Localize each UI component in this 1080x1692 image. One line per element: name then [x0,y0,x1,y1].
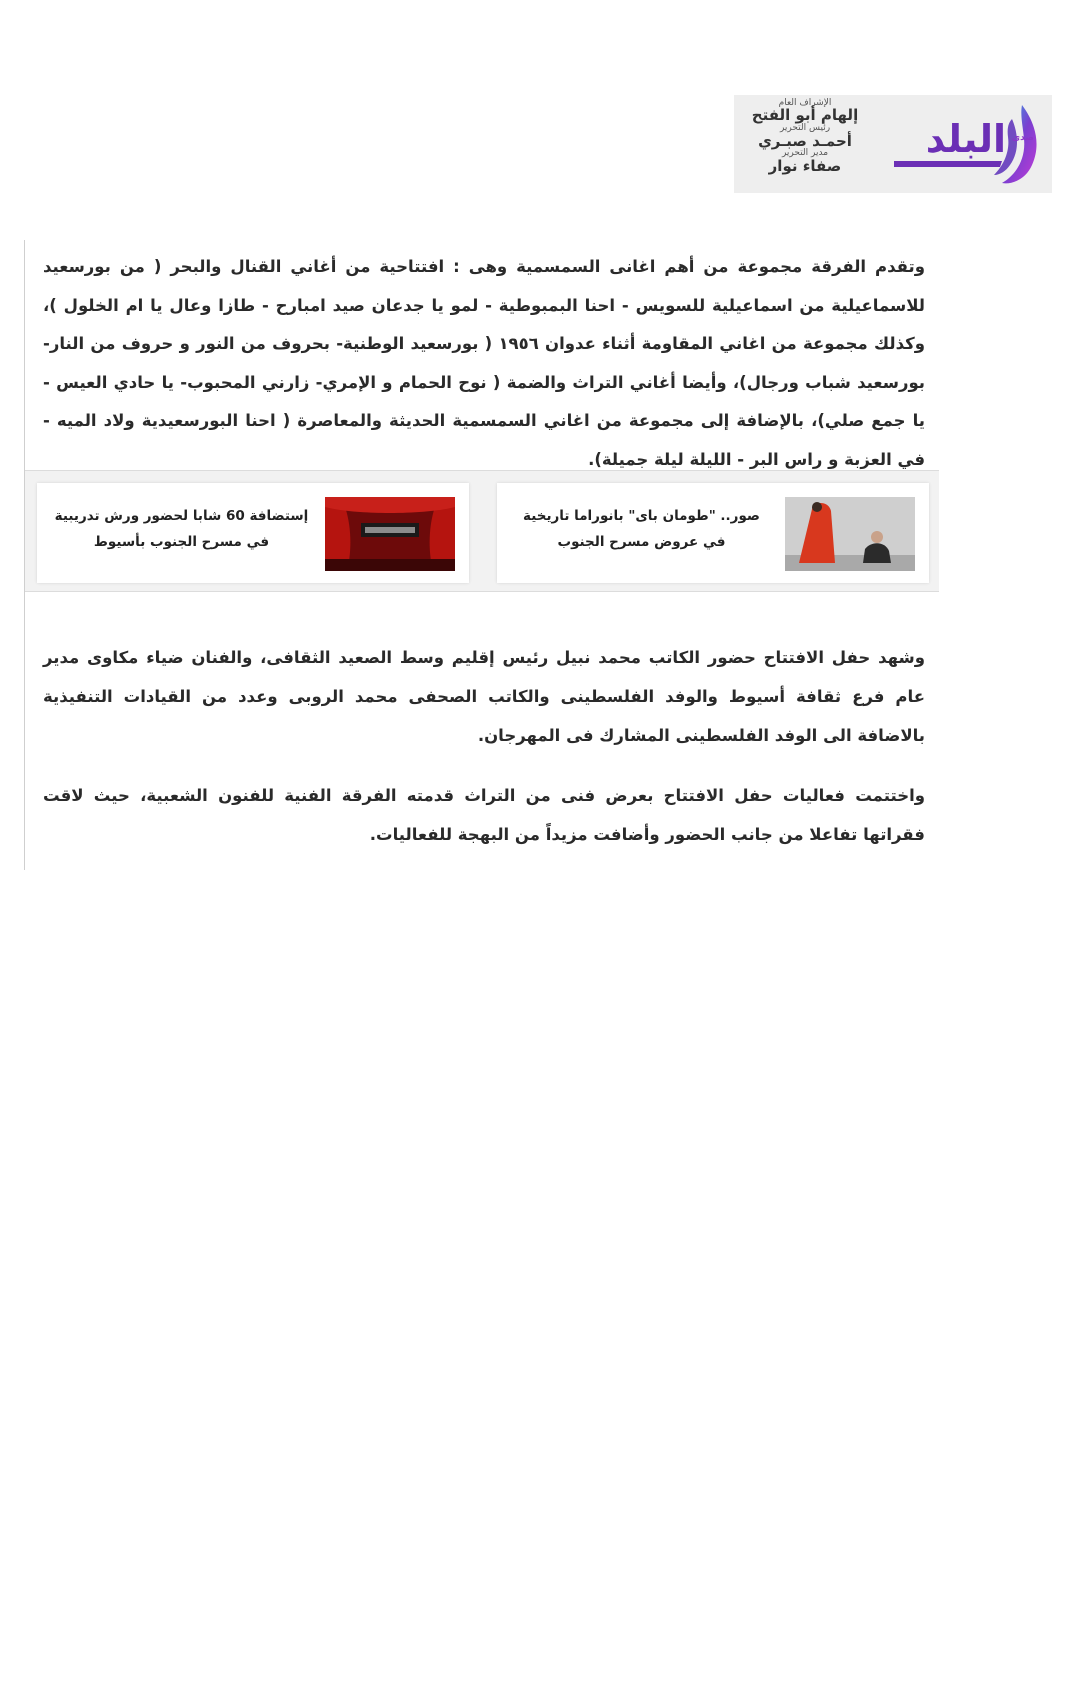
article-body [24,240,925,870]
related-card-title[interactable]: صور.. "طومان باى" بانوراما تاريخية في عروض مسرح الجنوب [523,508,760,550]
credit-name: إلهام أبو الفتح [751,106,859,125]
related-articles [25,470,939,592]
related-thumbnail-image[interactable] [785,497,915,571]
related-card[interactable] [497,483,929,583]
logo-small-text: صدى [1011,133,1034,143]
credit-role: رئيس التحرير [779,123,831,134]
related-card[interactable] [37,483,469,583]
credit-role: مدير التحرير [781,148,829,159]
credit-name: أحمـد صبـري [758,131,852,150]
editorial-credits [740,99,870,175]
logo-text: البلد [925,117,1006,161]
article-paragraph: وتقدم الفرقة مجموعة من أهم اغانى السمسمية وهى : افتتاحية من أغاني القنال والبحر ( من بورسعيد للاسماعيلية من اسماعيلية للسويس - احنا البمبوطية - لمو يا جدعان صيد امبارح - طازا وعال يا ام الخلول )، وكذلك مجموعة من اغاني المقاومة أثناء عدوان ١٩٥٦ ( بورسعيد الوطنية- بحروف من النور و حروف من النار-بورسعيد شباب ورجال)، وأيضا أغاني التراث والضمة ( نوح الحمام و الإمري- زارني المحبوب- يا حادي العيس - يا جمع صلي)، بالإضافة إلى مجموعة من اغاني السمسمية الحديثة والمعاصرة ( احنا البورسعيدية ولاد الميه - في العزبة و راس البر - الليلة ليلة جميلة). [43,257,925,469]
credit-name: صفاء نوار [768,156,842,175]
related-card-title[interactable]: إستضافة 60 شابا لحضور ورش تدريبية في مسرح الجنوب بأسيوط [54,508,309,550]
sada-elbalad-logo[interactable] [884,99,1044,189]
article-paragraph: وشهد حفل الافتتاح حضور الكاتب محمد نبيل رئيس إقليم وسط الصعيد الثقافى، والفنان ضياء مكاوى مدير عام فرع ثقافة أسيوط والوفد الفلسطينى والكاتب الصحفى محمد الروبى وعدد من القيادات التنفيذية بالاضافة الى الوفد الفلسطينى المشارك فى المهرجان. [43,648,925,745]
related-thumbnail-image[interactable] [325,497,455,571]
masthead [734,95,1052,193]
credit-role: الإشراف العام [778,98,832,108]
article-paragraph: واختتمت فعاليات حفل الافتتاح بعرض فنى من التراث قدمته الفرقة الفنية للفنون الشعبية، حيث لاقت فقراتها تفاعلا من جانب الحضور وأضافت مزيداً من البهجة للفعاليات. [43,786,925,844]
